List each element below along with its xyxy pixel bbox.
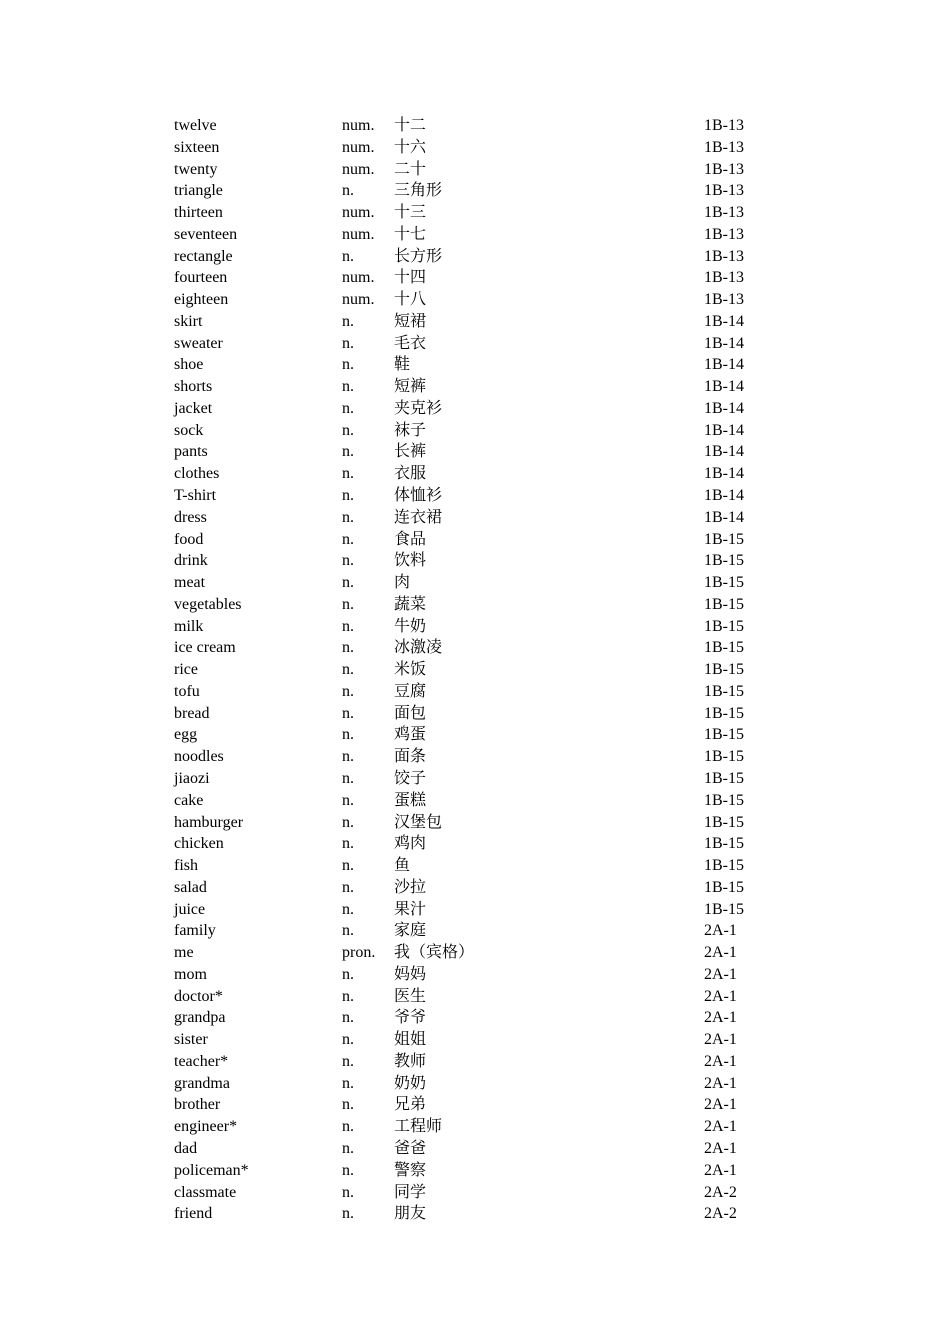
chinese-meaning: 十三 xyxy=(394,204,427,222)
chinese-meaning: 衣服 xyxy=(394,465,427,483)
part-of-speech: n. xyxy=(342,552,354,570)
part-of-speech: n. xyxy=(342,465,354,483)
part-of-speech: n. xyxy=(342,639,354,657)
part-of-speech: n. xyxy=(342,443,354,461)
part-of-speech: n. xyxy=(342,682,354,700)
part-of-speech: n. xyxy=(342,748,354,766)
chinese-meaning: 十六 xyxy=(394,138,427,156)
unit-code: 1B-13 xyxy=(704,247,744,265)
unit-code: 1B-15 xyxy=(704,639,744,657)
vocab-row xyxy=(174,354,774,376)
vocab-word: eighteen xyxy=(174,291,229,309)
unit-code: 1B-13 xyxy=(704,291,744,309)
vocab-word: drink xyxy=(174,552,208,570)
vocab-word: brother xyxy=(174,1096,221,1114)
unit-code: 1B-15 xyxy=(704,574,744,592)
vocab-word: dad xyxy=(174,1139,198,1157)
chinese-meaning: 冰激凌 xyxy=(394,639,443,657)
vocab-word: meat xyxy=(174,574,206,592)
unit-code: 1B-14 xyxy=(704,356,744,374)
vocab-word: shoe xyxy=(174,356,204,374)
chinese-meaning: 工程师 xyxy=(394,1118,443,1136)
part-of-speech: n. xyxy=(342,1118,354,1136)
vocab-row xyxy=(174,420,774,442)
vocab-row xyxy=(174,115,774,137)
chinese-meaning: 十四 xyxy=(394,269,427,287)
unit-code: 1B-15 xyxy=(704,813,744,831)
vocab-word: ice cream xyxy=(174,639,236,657)
vocab-row xyxy=(174,441,774,463)
unit-code: 1B-15 xyxy=(704,857,744,875)
part-of-speech: n. xyxy=(342,813,354,831)
chinese-meaning: 米饭 xyxy=(394,661,427,679)
part-of-speech: n. xyxy=(342,1183,354,1201)
chinese-meaning: 十八 xyxy=(394,291,427,309)
vocab-word: shorts xyxy=(174,378,213,396)
vocab-row xyxy=(174,463,774,485)
vocab-word: doctor* xyxy=(174,987,223,1005)
unit-code: 1B-15 xyxy=(704,552,744,570)
vocab-word: grandma xyxy=(174,1074,230,1092)
chinese-meaning: 毛衣 xyxy=(394,334,427,352)
unit-code: 1B-13 xyxy=(704,225,744,243)
unit-code: 1B-15 xyxy=(704,617,744,635)
vocab-row xyxy=(174,376,774,398)
unit-code: 2A-1 xyxy=(704,1096,737,1114)
vocab-row xyxy=(174,637,774,659)
vocab-word: fourteen xyxy=(174,269,228,287)
part-of-speech: num. xyxy=(342,291,375,309)
vocab-row xyxy=(174,833,774,855)
vocab-word: rice xyxy=(174,661,198,679)
vocab-row xyxy=(174,594,774,616)
chinese-meaning: 二十 xyxy=(394,160,427,178)
chinese-meaning: 短裤 xyxy=(394,378,427,396)
part-of-speech: n. xyxy=(342,922,354,940)
vocab-word: clothes xyxy=(174,465,220,483)
unit-code: 1B-15 xyxy=(704,661,744,679)
vocab-row xyxy=(174,1116,774,1138)
part-of-speech: num. xyxy=(342,160,375,178)
part-of-speech: num. xyxy=(342,204,375,222)
chinese-meaning: 十七 xyxy=(394,225,427,243)
part-of-speech: n. xyxy=(342,726,354,744)
vocab-row xyxy=(174,920,774,942)
vocab-word: triangle xyxy=(174,182,223,200)
part-of-speech: n. xyxy=(342,508,354,526)
vocab-row xyxy=(174,986,774,1008)
vocab-row xyxy=(174,267,774,289)
vocab-word: food xyxy=(174,530,204,548)
vocab-word: engineer* xyxy=(174,1118,238,1136)
chinese-meaning: 短裙 xyxy=(394,312,427,330)
vocab-word: skirt xyxy=(174,312,203,330)
vocab-row xyxy=(174,768,774,790)
vocab-row xyxy=(174,724,774,746)
part-of-speech: n. xyxy=(342,334,354,352)
vocab-row xyxy=(174,180,774,202)
chinese-meaning: 面条 xyxy=(394,748,427,766)
part-of-speech: n. xyxy=(342,487,354,505)
chinese-meaning: 家庭 xyxy=(394,922,427,940)
vocab-word: grandpa xyxy=(174,1009,226,1027)
unit-code: 1B-15 xyxy=(704,726,744,744)
vocab-word: sixteen xyxy=(174,138,220,156)
chinese-meaning: 夹克衫 xyxy=(394,399,443,417)
unit-code: 2A-1 xyxy=(704,1052,737,1070)
vocab-word: seventeen xyxy=(174,225,238,243)
part-of-speech: n. xyxy=(342,661,354,679)
unit-code: 1B-13 xyxy=(704,138,744,156)
chinese-meaning: 姐姐 xyxy=(394,1031,427,1049)
vocab-row xyxy=(174,1007,774,1029)
part-of-speech: num. xyxy=(342,138,375,156)
part-of-speech: n. xyxy=(342,878,354,896)
part-of-speech: n. xyxy=(342,1031,354,1049)
vocab-row xyxy=(174,485,774,507)
part-of-speech: n. xyxy=(342,595,354,613)
vocab-row xyxy=(174,659,774,681)
part-of-speech: n. xyxy=(342,617,354,635)
chinese-meaning: 蛋糕 xyxy=(394,791,427,809)
chinese-meaning: 十二 xyxy=(394,117,427,134)
vocab-word: sister xyxy=(174,1031,208,1049)
vocab-word: egg xyxy=(174,726,198,744)
unit-code: 1B-14 xyxy=(704,508,744,526)
vocab-word: T-shirt xyxy=(174,487,217,505)
unit-code: 2A-1 xyxy=(704,1118,737,1136)
vocab-row xyxy=(174,746,774,768)
unit-code: 1B-15 xyxy=(704,878,744,896)
vocab-row xyxy=(174,877,774,899)
vocab-word: rectangle xyxy=(174,247,233,265)
chinese-meaning: 长裤 xyxy=(394,443,427,461)
part-of-speech: n. xyxy=(342,356,354,374)
vocab-row xyxy=(174,202,774,224)
vocab-word: me xyxy=(174,944,194,962)
vocab-row xyxy=(174,964,774,986)
part-of-speech: n. xyxy=(342,247,354,265)
chinese-meaning: 果汁 xyxy=(394,900,427,918)
vocab-word: pants xyxy=(174,443,208,461)
vocab-row xyxy=(174,289,774,311)
part-of-speech: n. xyxy=(342,1205,354,1223)
chinese-meaning: 医生 xyxy=(394,987,427,1005)
unit-code: 1B-14 xyxy=(704,465,744,483)
vocab-row xyxy=(174,137,774,159)
chinese-meaning: 三角形 xyxy=(394,182,443,200)
unit-code: 1B-13 xyxy=(704,182,744,200)
vocab-word: classmate xyxy=(174,1183,237,1201)
vocab-row xyxy=(174,224,774,246)
vocab-word: mom xyxy=(174,965,207,983)
vocab-row xyxy=(174,899,774,921)
part-of-speech: n. xyxy=(342,987,354,1005)
vocab-word: dress xyxy=(174,508,207,526)
part-of-speech: n. xyxy=(342,530,354,548)
part-of-speech: num. xyxy=(342,117,375,134)
vocab-row xyxy=(174,507,774,529)
vocab-word: twenty xyxy=(174,160,218,178)
vocab-row xyxy=(174,246,774,268)
unit-code: 1B-15 xyxy=(704,682,744,700)
chinese-meaning: 兄弟 xyxy=(394,1096,427,1114)
unit-code: 1B-14 xyxy=(704,334,744,352)
vocab-word: noodles xyxy=(174,748,224,766)
unit-code: 1B-15 xyxy=(704,791,744,809)
vocab-row xyxy=(174,1203,774,1225)
unit-code: 2A-1 xyxy=(704,965,737,983)
part-of-speech: n. xyxy=(342,421,354,439)
chinese-meaning: 连衣裙 xyxy=(394,508,443,526)
part-of-speech: n. xyxy=(342,1074,354,1092)
part-of-speech: n. xyxy=(342,312,354,330)
vocab-word: jiaozi xyxy=(174,769,210,787)
vocab-row xyxy=(174,529,774,551)
unit-code: 1B-13 xyxy=(704,269,744,287)
unit-code: 1B-14 xyxy=(704,421,744,439)
vocab-row xyxy=(174,398,774,420)
unit-code: 2A-1 xyxy=(704,1161,737,1179)
vocab-row xyxy=(174,159,774,181)
vocab-word: family xyxy=(174,922,216,940)
part-of-speech: n. xyxy=(342,835,354,853)
vocab-row xyxy=(174,333,774,355)
vocab-row xyxy=(174,790,774,812)
unit-code: 1B-13 xyxy=(704,117,744,134)
chinese-meaning: 体恤衫 xyxy=(394,487,443,505)
chinese-meaning: 警察 xyxy=(394,1161,427,1179)
vocab-row xyxy=(174,855,774,877)
chinese-meaning: 肉 xyxy=(394,574,411,592)
vocab-row xyxy=(174,1073,774,1095)
chinese-meaning: 饮料 xyxy=(394,552,427,570)
unit-code: 1B-15 xyxy=(704,530,744,548)
part-of-speech: num. xyxy=(342,269,375,287)
part-of-speech: n. xyxy=(342,399,354,417)
chinese-meaning: 同学 xyxy=(394,1183,427,1201)
unit-code: 1B-14 xyxy=(704,487,744,505)
vocab-word: chicken xyxy=(174,835,224,853)
unit-code: 1B-15 xyxy=(704,769,744,787)
unit-code: 2A-1 xyxy=(704,1074,737,1092)
vocab-word: cake xyxy=(174,791,204,809)
vocab-word: sock xyxy=(174,421,204,439)
part-of-speech: num. xyxy=(342,225,375,243)
part-of-speech: n. xyxy=(342,378,354,396)
unit-code: 1B-14 xyxy=(704,312,744,330)
vocab-row xyxy=(174,942,774,964)
chinese-meaning: 豆腐 xyxy=(394,682,427,700)
chinese-meaning: 面包 xyxy=(394,704,427,722)
vocab-row xyxy=(174,812,774,834)
vocab-row xyxy=(174,311,774,333)
vocab-row xyxy=(174,616,774,638)
part-of-speech: n. xyxy=(342,1052,354,1070)
chinese-meaning: 鱼 xyxy=(394,857,411,875)
chinese-meaning: 饺子 xyxy=(394,769,427,787)
unit-code: 2A-2 xyxy=(704,1205,737,1223)
chinese-meaning: 我（宾格） xyxy=(394,944,475,962)
part-of-speech: n. xyxy=(342,1139,354,1157)
vocab-word: salad xyxy=(174,878,207,896)
vocab-row xyxy=(174,1029,774,1051)
part-of-speech: n. xyxy=(342,900,354,918)
unit-code: 1B-15 xyxy=(704,704,744,722)
unit-code: 1B-15 xyxy=(704,835,744,853)
unit-code: 2A-1 xyxy=(704,1031,737,1049)
unit-code: 2A-1 xyxy=(704,1009,737,1027)
vocab-word: thirteen xyxy=(174,204,223,222)
chinese-meaning: 汉堡包 xyxy=(394,813,443,831)
unit-code: 1B-15 xyxy=(704,595,744,613)
part-of-speech: n. xyxy=(342,791,354,809)
vocab-word: friend xyxy=(174,1205,213,1223)
unit-code: 2A-1 xyxy=(704,987,737,1005)
vocab-row xyxy=(174,681,774,703)
unit-code: 2A-1 xyxy=(704,944,737,962)
unit-code: 1B-14 xyxy=(704,399,744,417)
vocab-word: vegetables xyxy=(174,595,242,613)
vocab-row xyxy=(174,1138,774,1160)
vocab-row xyxy=(174,550,774,572)
unit-code: 2A-1 xyxy=(704,1139,737,1157)
vocab-word: twelve xyxy=(174,117,217,134)
chinese-meaning: 爷爷 xyxy=(394,1009,427,1027)
chinese-meaning: 蔬菜 xyxy=(394,595,427,613)
vocab-word: bread xyxy=(174,704,210,722)
vocab-word: milk xyxy=(174,617,204,635)
chinese-meaning: 朋友 xyxy=(394,1205,427,1223)
part-of-speech: pron. xyxy=(342,944,376,962)
vocab-word: teacher* xyxy=(174,1052,229,1070)
chinese-meaning: 长方形 xyxy=(394,247,443,265)
part-of-speech: n. xyxy=(342,1096,354,1114)
chinese-meaning: 食品 xyxy=(394,530,427,548)
vocab-word: jacket xyxy=(174,399,213,417)
unit-code: 1B-14 xyxy=(704,378,744,396)
vocab-word: juice xyxy=(174,900,206,918)
part-of-speech: n. xyxy=(342,1161,354,1179)
chinese-meaning: 袜子 xyxy=(394,421,427,439)
chinese-meaning: 鞋 xyxy=(394,356,411,374)
vocab-word: hamburger xyxy=(174,813,244,831)
part-of-speech: n. xyxy=(342,704,354,722)
part-of-speech: n. xyxy=(342,574,354,592)
chinese-meaning: 沙拉 xyxy=(394,878,427,896)
vocab-row xyxy=(174,703,774,725)
unit-code: 1B-14 xyxy=(704,443,744,461)
part-of-speech: n. xyxy=(342,857,354,875)
unit-code: 1B-15 xyxy=(704,748,744,766)
part-of-speech: n. xyxy=(342,1009,354,1027)
unit-code: 2A-1 xyxy=(704,922,737,940)
unit-code: 1B-15 xyxy=(704,900,744,918)
chinese-meaning: 牛奶 xyxy=(394,617,427,635)
vocab-row xyxy=(174,1182,774,1204)
vocab-row xyxy=(174,572,774,594)
vocab-word: policeman* xyxy=(174,1161,249,1179)
vocab-word: fish xyxy=(174,857,198,875)
part-of-speech: n. xyxy=(342,769,354,787)
vocab-row xyxy=(174,1051,774,1073)
vocab-word: sweater xyxy=(174,334,223,352)
part-of-speech: n. xyxy=(342,965,354,983)
chinese-meaning: 奶奶 xyxy=(394,1074,427,1092)
chinese-meaning: 鸡蛋 xyxy=(394,726,427,744)
vocab-word: tofu xyxy=(174,682,200,700)
vocabulary-list xyxy=(174,115,774,1225)
unit-code: 1B-13 xyxy=(704,160,744,178)
unit-code: 1B-13 xyxy=(704,204,744,222)
chinese-meaning: 爸爸 xyxy=(394,1139,427,1157)
vocab-row xyxy=(174,1160,774,1182)
chinese-meaning: 妈妈 xyxy=(394,965,427,983)
unit-code: 2A-2 xyxy=(704,1183,737,1201)
part-of-speech: n. xyxy=(342,182,354,200)
vocab-row xyxy=(174,1094,774,1116)
chinese-meaning: 教师 xyxy=(394,1052,427,1070)
chinese-meaning: 鸡肉 xyxy=(394,835,427,853)
